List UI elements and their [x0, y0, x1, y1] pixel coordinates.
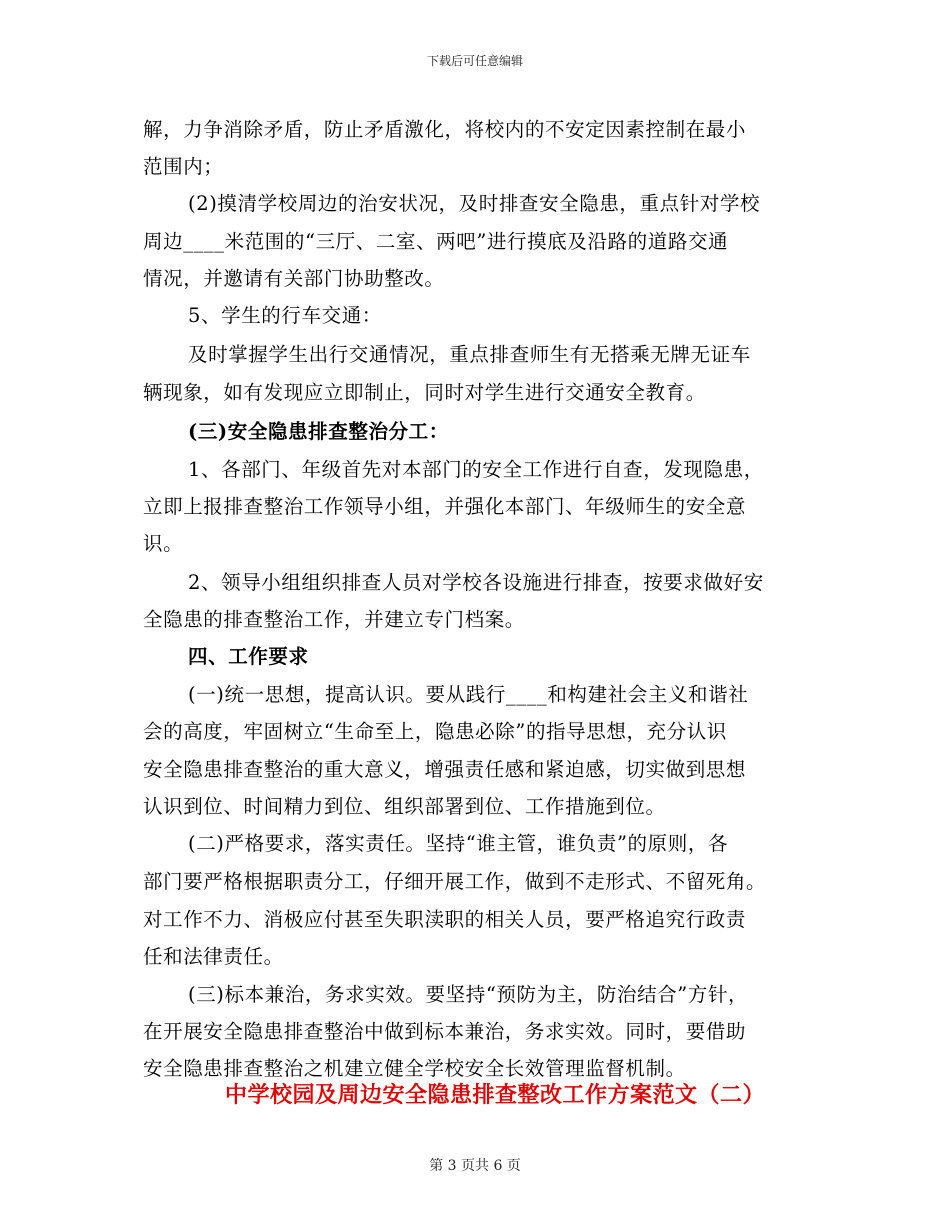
text-line: 及时掌握学生出行交通情况，重点排查师生有无搭乘无牌无证车: [188, 343, 751, 366]
text-line: (2)摸清学校周边的治安状况，及时排查安全隐患，重点针对学校: [188, 192, 761, 215]
text-line: 周边____米范围的“三厅、二室、两吧”进行摸底及沿路的道路交通: [143, 230, 729, 253]
text-line: 范围内；: [143, 155, 224, 178]
text-line: 安全隐患排查整治之机建立健全学校安全长效管理监督机制。: [143, 1057, 686, 1080]
section-heading: (三)安全隐患排查整治分工：: [188, 420, 449, 443]
text-line: 任和法律责任。: [143, 945, 284, 968]
text-line: 2、领导小组组织排查人员对学校各设施进行排查，按要求做好安: [188, 571, 764, 594]
text-line: 对工作不力、消极应付甚至失职渎职的相关人员，要严格追究行政责: [143, 908, 747, 931]
text-line: (三)标本兼治，务求实效。要坚持“预防为主，防治结合”方针，: [188, 983, 749, 1006]
section-title: 中学校园及周边安全隐患排查整改工作方案范文（二）: [224, 1082, 765, 1108]
page-header: 下载后可任意编辑: [426, 54, 523, 68]
text-line: 安全隐患排查整治的重大意义，增强责任感和紧迫感，切实做到思想: [143, 758, 747, 781]
text-line: 会的高度，牢固树立“生命至上，隐患必除”的指导思想，充分认识: [143, 720, 727, 743]
text-line: 5、学生的行车交通：: [188, 304, 382, 327]
text-line: 立即上报排查整治工作领导小组，并强化本部门、年级师生的安全意: [143, 495, 747, 518]
text-line: (一)统一思想，提高认识。要从践行____和构建社会主义和谐社: [188, 683, 749, 706]
text-line: 认识到位、时间精力到位、组织部署到位、工作措施到位。: [143, 795, 666, 818]
text-line: 在开展安全隐患排查整治中做到标本兼治，务求实效。同时，要借助: [143, 1020, 747, 1043]
text-line: 解，力争消除矛盾，防止矛盾激化，将校内的不安定因素控制在最小: [143, 118, 747, 141]
page-footer: 第 3 页共 6 页: [429, 1158, 521, 1174]
text-line: 全隐患的排查整治工作，并建立专门档案。: [143, 608, 525, 631]
text-line: 辆现象，如有发现应立即制止，同时对学生进行交通安全教育。: [143, 381, 706, 404]
text-line: 部门要严格根据职责分工，仔细开展工作，做到不走形式、不留死角。: [143, 870, 767, 893]
text-line: 1、各部门、年级首先对本部门的安全工作进行自查，发现隐患，: [188, 458, 764, 481]
section-heading: 四、工作要求: [188, 645, 309, 668]
text-line: 识。: [143, 532, 184, 555]
text-line: (二)严格要求，落实责任。坚持“谁主管，谁负责”的原则，各: [188, 832, 729, 855]
text-line: 情况，并邀请有关部门协助整改。: [143, 267, 445, 290]
